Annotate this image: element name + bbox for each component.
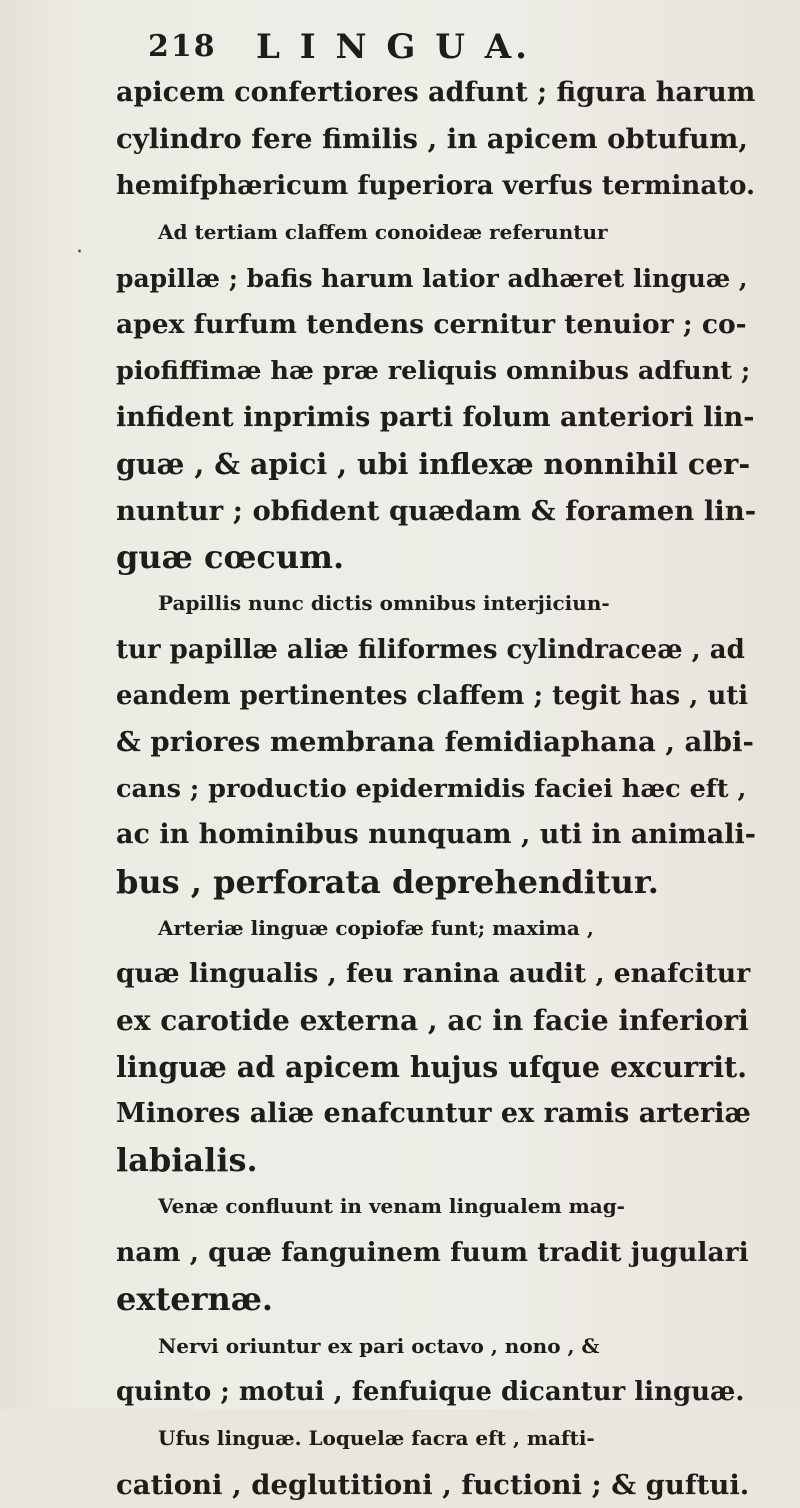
- text-line: ac in hominibus nunquam , uti in animali-: [116, 819, 756, 851]
- text-line: labialis.: [116, 1140, 258, 1179]
- text-line: quinto ; motui , fenfuique dicantur linguæ.: [116, 1376, 745, 1407]
- text-line: eandem pertinentes claffem ; tegit has , uti: [116, 681, 749, 712]
- text-line: hemifphæricum fuperiora verfus terminato.: [116, 170, 756, 201]
- text-line: Arteriæ linguæ copiofæ funt; maxima ,: [158, 916, 594, 941]
- running-title: L I N G U A.: [256, 27, 531, 67]
- text-line: Ad tertiam claffem conoideæ referuntur: [158, 220, 608, 245]
- text-line: nuntur ; obfident quædam & foramen lin-: [116, 494, 757, 527]
- text-line: guæ cœcum.: [116, 537, 345, 576]
- text-line: Nervi oriuntur ex pari octavo , nono , &: [158, 1333, 600, 1358]
- text-line: tur papillæ aliæ filiformes cylindraceæ , ad: [116, 634, 745, 665]
- text-line: nam , quæ fanguinem fuum tradit jugulari: [116, 1236, 749, 1268]
- text-line: Papillis nunc dictis omnibus interjiciun-: [158, 591, 610, 616]
- text-line: & priores membrana femidiaphana , albi-: [116, 726, 754, 759]
- text-line: cationi , deglutitioni , fuctioni ; & guftui.: [116, 1468, 750, 1501]
- text-line: Minores aliæ enafcuntur ex ramis arteriæ: [116, 1097, 751, 1129]
- page-number: 218: [148, 29, 217, 64]
- text-line: quæ lingualis , feu ranina audit , enafcitur: [116, 958, 751, 990]
- text-line: Ufus linguæ. Loquelæ facra eft , mafti-: [158, 1426, 595, 1451]
- body-text: [116, 70, 756, 1508]
- text-line: infident inprimis parti folum anteriori lin-: [116, 401, 755, 433]
- text-line: ex carotide externa , ac in facie inferiori: [116, 1003, 749, 1037]
- text-line: externæ.: [116, 1280, 274, 1319]
- text-line: papillæ ; bafis harum latior adhæret linguæ ,: [116, 263, 748, 293]
- text-line: linguæ ad apicem hujus ufque excurrit.: [116, 1050, 748, 1085]
- margin-mark: ‧: [76, 240, 83, 265]
- text-line: cylindro fere fimilis , in apicem obtufum,: [116, 123, 748, 156]
- text-line: cans ; productio epidermidis faciei hæc eft ,: [116, 773, 747, 804]
- text-line: piofiffimæ hæ præ reliquis omnibus adfunt ;: [116, 356, 751, 387]
- text-line: bus , perforata deprehenditur.: [116, 862, 659, 901]
- page-header: [148, 26, 748, 68]
- text-line: apicem confertiores adfunt ; figura harum: [116, 77, 756, 108]
- text-line: guæ , & apici , ubi inflexæ nonnihil cer-: [116, 447, 751, 482]
- text-line: Venæ confluunt in venam lingualem mag-: [158, 1194, 625, 1219]
- text-line: apex furfum tendens cernitur tenuior ; co-: [116, 308, 747, 340]
